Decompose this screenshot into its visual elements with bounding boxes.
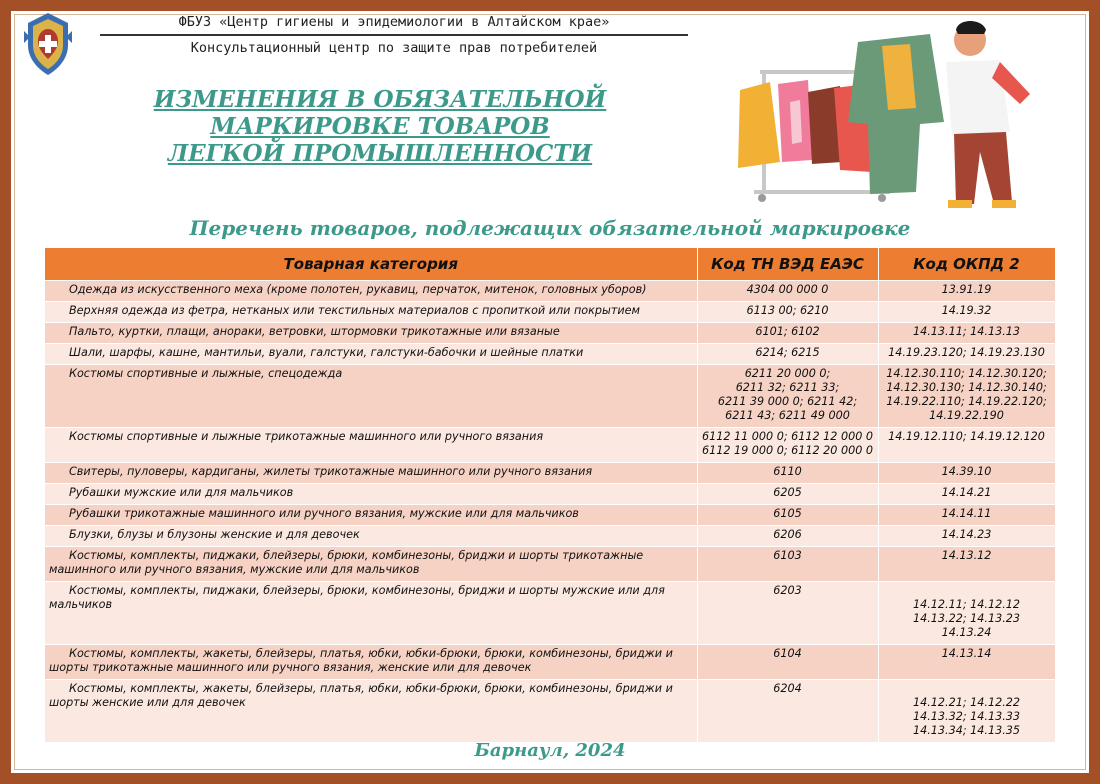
- cell-category: Костюмы, комплекты, пиджаки, блейзеры, брюки, комбинезоны, бриджи и шорты трикотажные машинного или ручного вязания, мужские или для мальчиков: [45, 547, 697, 582]
- cell-tnved: 6205: [697, 484, 878, 505]
- cell-category: Рубашки трикотажные машинного или ручного вязания, мужские или для мальчиков: [45, 505, 697, 526]
- cell-category: Костюмы, комплекты, пиджаки, блейзеры, брюки, комбинезоны, бриджи и шорты мужские или для мальчиков: [45, 582, 697, 645]
- cell-tnved: 6105: [697, 505, 878, 526]
- consulting-center-name: Консультационный центр по защите прав потребителей: [190, 40, 598, 56]
- header-okpd: Код ОКПД 2: [878, 248, 1055, 281]
- cell-tnved: 6104: [697, 645, 878, 680]
- table-row: [45, 281, 1055, 302]
- cell-category: Рубашки мужские или для мальчиков: [45, 484, 697, 505]
- cell-okpd: 14.14.21: [878, 484, 1055, 505]
- cell-okpd: 14.13.14: [878, 645, 1055, 680]
- cell-category: Шали, шарфы, кашне, мантильи, вуали, галстуки, галстуки-бабочки и шейные платки: [45, 344, 697, 365]
- goods-table: [45, 248, 1056, 742]
- table-row: [45, 463, 1055, 484]
- table-row: [45, 428, 1055, 463]
- table-row: [45, 365, 1055, 428]
- cell-tnved: 6204: [697, 680, 878, 743]
- cell-okpd: 14.19.23.120; 14.19.23.130: [878, 344, 1055, 365]
- cell-okpd: 14.14.11: [878, 505, 1055, 526]
- cell-okpd: 14.12.21; 14.12.22 14.13.32; 14.13.33 14.13.34; 14.13.35: [878, 680, 1055, 743]
- table-row: [45, 484, 1055, 505]
- cell-okpd: 13.91.19: [878, 281, 1055, 302]
- table-row: [45, 582, 1055, 645]
- cell-okpd: 14.14.23: [878, 526, 1055, 547]
- cell-okpd: 14.19.12.110; 14.19.12.120: [878, 428, 1055, 463]
- cell-okpd: 14.13.12: [878, 547, 1055, 582]
- cell-okpd: 14.39.10: [878, 463, 1055, 484]
- header-rule: [100, 34, 688, 36]
- cell-okpd: 14.12.11; 14.12.12 14.13.22; 14.13.23 14.13.24: [878, 582, 1055, 645]
- list-subtitle: Перечень товаров, подлежащих обязательной маркировке: [189, 216, 911, 240]
- title-line-2: МАРКИРОВКЕ ТОВАРОВ: [210, 113, 550, 140]
- table-row: [45, 547, 1055, 582]
- header-tnved: Код ТН ВЭД ЕАЭС: [697, 248, 878, 281]
- table-row: [45, 302, 1055, 323]
- cell-tnved: 6113 00; 6210: [697, 302, 878, 323]
- cell-tnved: 6214; 6215: [697, 344, 878, 365]
- table-header-row: [45, 248, 1055, 281]
- cell-okpd: 14.13.11; 14.13.13: [878, 323, 1055, 344]
- cell-category: Костюмы, комплекты, жакеты, блейзеры, платья, юбки, юбки-брюки, брюки, комбинезоны, бриджи и шорты женские или для девочек: [45, 680, 697, 743]
- cell-tnved: 6110: [697, 463, 878, 484]
- table-row: [45, 323, 1055, 344]
- header-category: Товарная категория: [45, 248, 697, 281]
- cell-category: Свитеры, пуловеры, кардиганы, жилеты трикотажные машинного или ручного вязания: [45, 463, 697, 484]
- cell-okpd: 14.19.32: [878, 302, 1055, 323]
- cell-okpd: 14.12.30.110; 14.12.30.120; 14.12.30.130; 14.12.30.140; 14.19.22.110; 14.19.22.120; 14.19.22.190: [878, 365, 1055, 428]
- cell-category: Верхняя одежда из фетра, нетканых или текстильных материалов с пропиткой или покрытием: [45, 302, 697, 323]
- page-title: [130, 86, 630, 167]
- cell-category: Костюмы, комплекты, жакеты, блейзеры, платья, юбки, юбки-брюки, брюки, комбинезоны, бриджи и шорты трикотажные машинного или ручного вязания, женские или для девочек: [45, 645, 697, 680]
- rospotrebnadzor-emblem-icon: [20, 11, 76, 77]
- table-row: [45, 645, 1055, 680]
- table-row: [45, 344, 1055, 365]
- footer-city-year: Барнаул, 2024: [474, 740, 626, 761]
- table-row: [45, 680, 1055, 743]
- title-line-1: ИЗМЕНЕНИЯ В ОБЯЗАТЕЛЬНОЙ: [153, 86, 607, 113]
- cell-category: Костюмы спортивные и лыжные, спецодежда: [45, 365, 697, 428]
- cell-tnved: 6112 11 000 0; 6112 12 000 0 6112 19 000 0; 6112 20 000 0: [697, 428, 878, 463]
- clothing-rack-illustration-icon: [730, 12, 1050, 212]
- cell-tnved: 6103: [697, 547, 878, 582]
- cell-tnved: 6101; 6102: [697, 323, 878, 344]
- cell-tnved: 6211 20 000 0; 6211 32; 6211 33; 6211 39 000 0; 6211 42; 6211 43; 6211 49 000: [697, 365, 878, 428]
- organization-name: ФБУЗ «Центр гигиены и эпидемиологии в Алтайском крае»: [178, 14, 610, 30]
- title-line-3: ЛЕГКОЙ ПРОМЫШЛЕННОСТИ: [167, 140, 593, 167]
- table-row: [45, 505, 1055, 526]
- cell-tnved: 6203: [697, 582, 878, 645]
- table-row: [45, 526, 1055, 547]
- cell-category: Одежда из искусственного меха (кроме полотен, рукавиц, перчаток, митенок, головных уборов): [45, 281, 697, 302]
- cell-category: Пальто, куртки, плащи, анораки, ветровки, штормовки трикотажные или вязаные: [45, 323, 697, 344]
- cell-category: Костюмы спортивные и лыжные трикотажные машинного или ручного вязания: [45, 428, 697, 463]
- cell-category: Блузки, блузы и блузоны женские и для девочек: [45, 526, 697, 547]
- cell-tnved: 4304 00 000 0: [697, 281, 878, 302]
- cell-tnved: 6206: [697, 526, 878, 547]
